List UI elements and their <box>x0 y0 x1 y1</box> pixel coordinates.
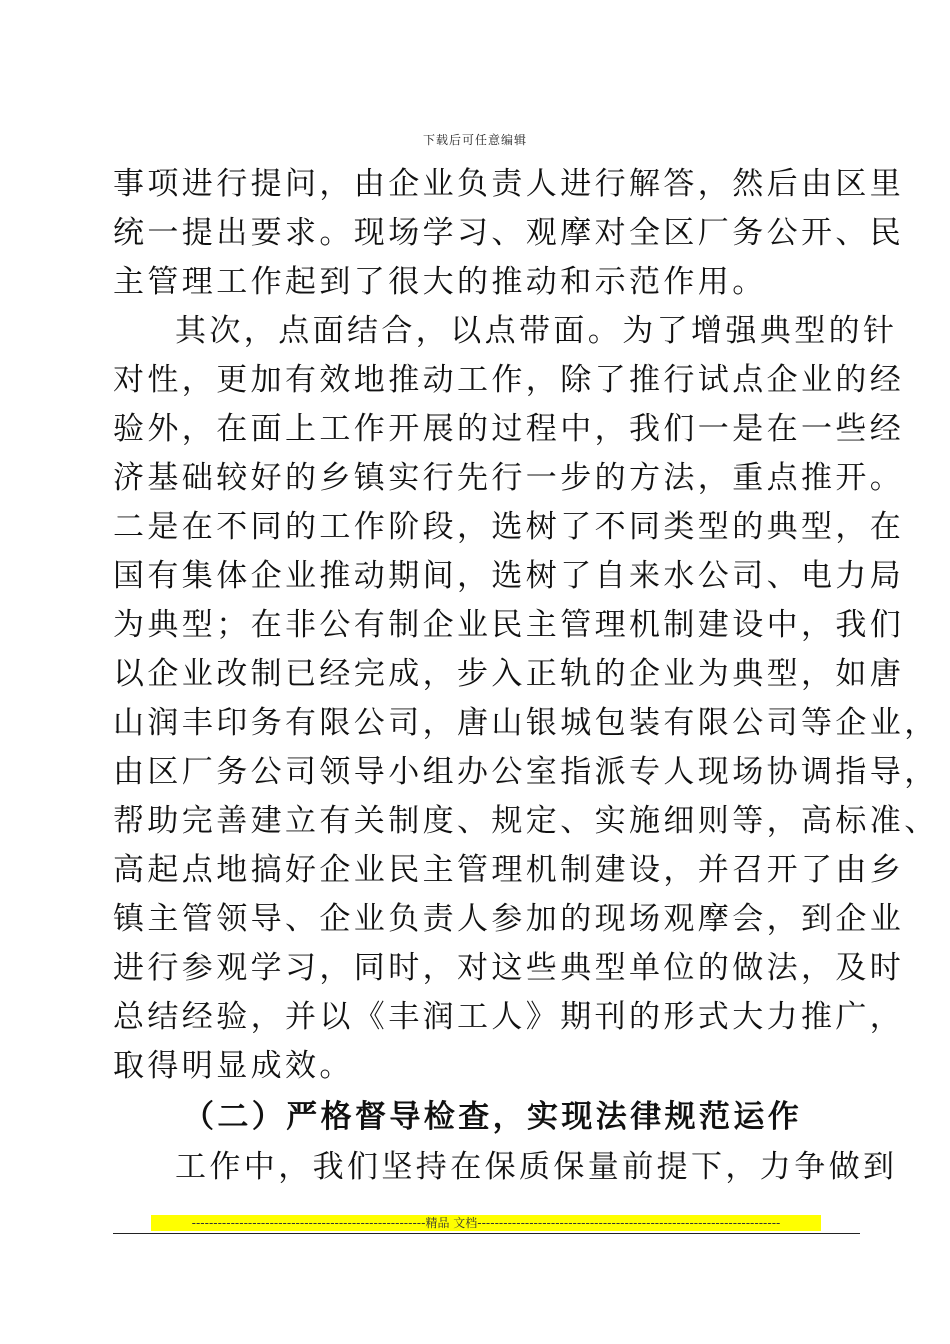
text-line: 济基础较好的乡镇实行先行一步的方法，重点推开。 <box>113 460 905 496</box>
text-line: 镇主管领导、企业负责人参加的现场观摩会，到企业 <box>113 901 905 937</box>
text-line: 验外，在面上工作开展的过程中，我们一是在一些经 <box>113 411 905 447</box>
paragraph-first-line: 工作中，我们坚持在保质保量前提下，力争做到 <box>175 1149 898 1185</box>
text-line: 高起点地搞好企业民主管理机制建设，并召开了由乡 <box>113 852 905 888</box>
text-line: 以企业改制已经完成，步入正轨的企业为典型，如唐 <box>113 656 905 692</box>
text-line: 为典型；在非公有制企业民主管理机制建设中，我们 <box>113 607 905 643</box>
text-line: 总结经验，并以《丰润工人》期刊的形式大力推广， <box>113 999 905 1035</box>
text-line: 对性，更加有效地推动工作，除了推行试点企业的经 <box>113 362 905 398</box>
text-line: 取得明显成效。 <box>113 1048 354 1084</box>
page-header: 下载后可任意编辑 <box>422 133 527 147</box>
text-line: 山润丰印务有限公司，唐山银城包装有限公司等企业， <box>113 705 939 741</box>
footer-divider <box>113 1233 860 1234</box>
text-line: 二是在不同的工作阶段，选树了不同类型的典型，在 <box>113 509 905 545</box>
footer-banner: ------------------------------------------------------精品 文档---------------------------------------------------------------------- <box>151 1215 821 1231</box>
text-line: 帮助完善建立有关制度、规定、实施细则等，高标准、 <box>113 803 939 839</box>
text-line: 进行参观学习，同时，对这些典型单位的做法，及时 <box>113 950 905 986</box>
paragraph-first-line: 其次，点面结合，以点带面。为了增强典型的针 <box>175 313 898 349</box>
section-heading: （二）严格督导检查，实现法律规范运作 <box>183 1099 803 1135</box>
text-line: 主管理工作起到了很大的推动和示范作用。 <box>113 264 767 300</box>
text-line: 统一提出要求。现场学习、观摩对全区厂务公开、民 <box>113 215 905 251</box>
text-line: 由区厂务公司领导小组办公室指派专人现场协调指导， <box>113 754 939 790</box>
document-body <box>113 160 939 1192</box>
text-line: 事项进行提问，由企业负责人进行解答，然后由区里 <box>113 166 905 202</box>
text-line: 国有集体企业推动期间，选树了自来水公司、电力局 <box>113 558 905 594</box>
